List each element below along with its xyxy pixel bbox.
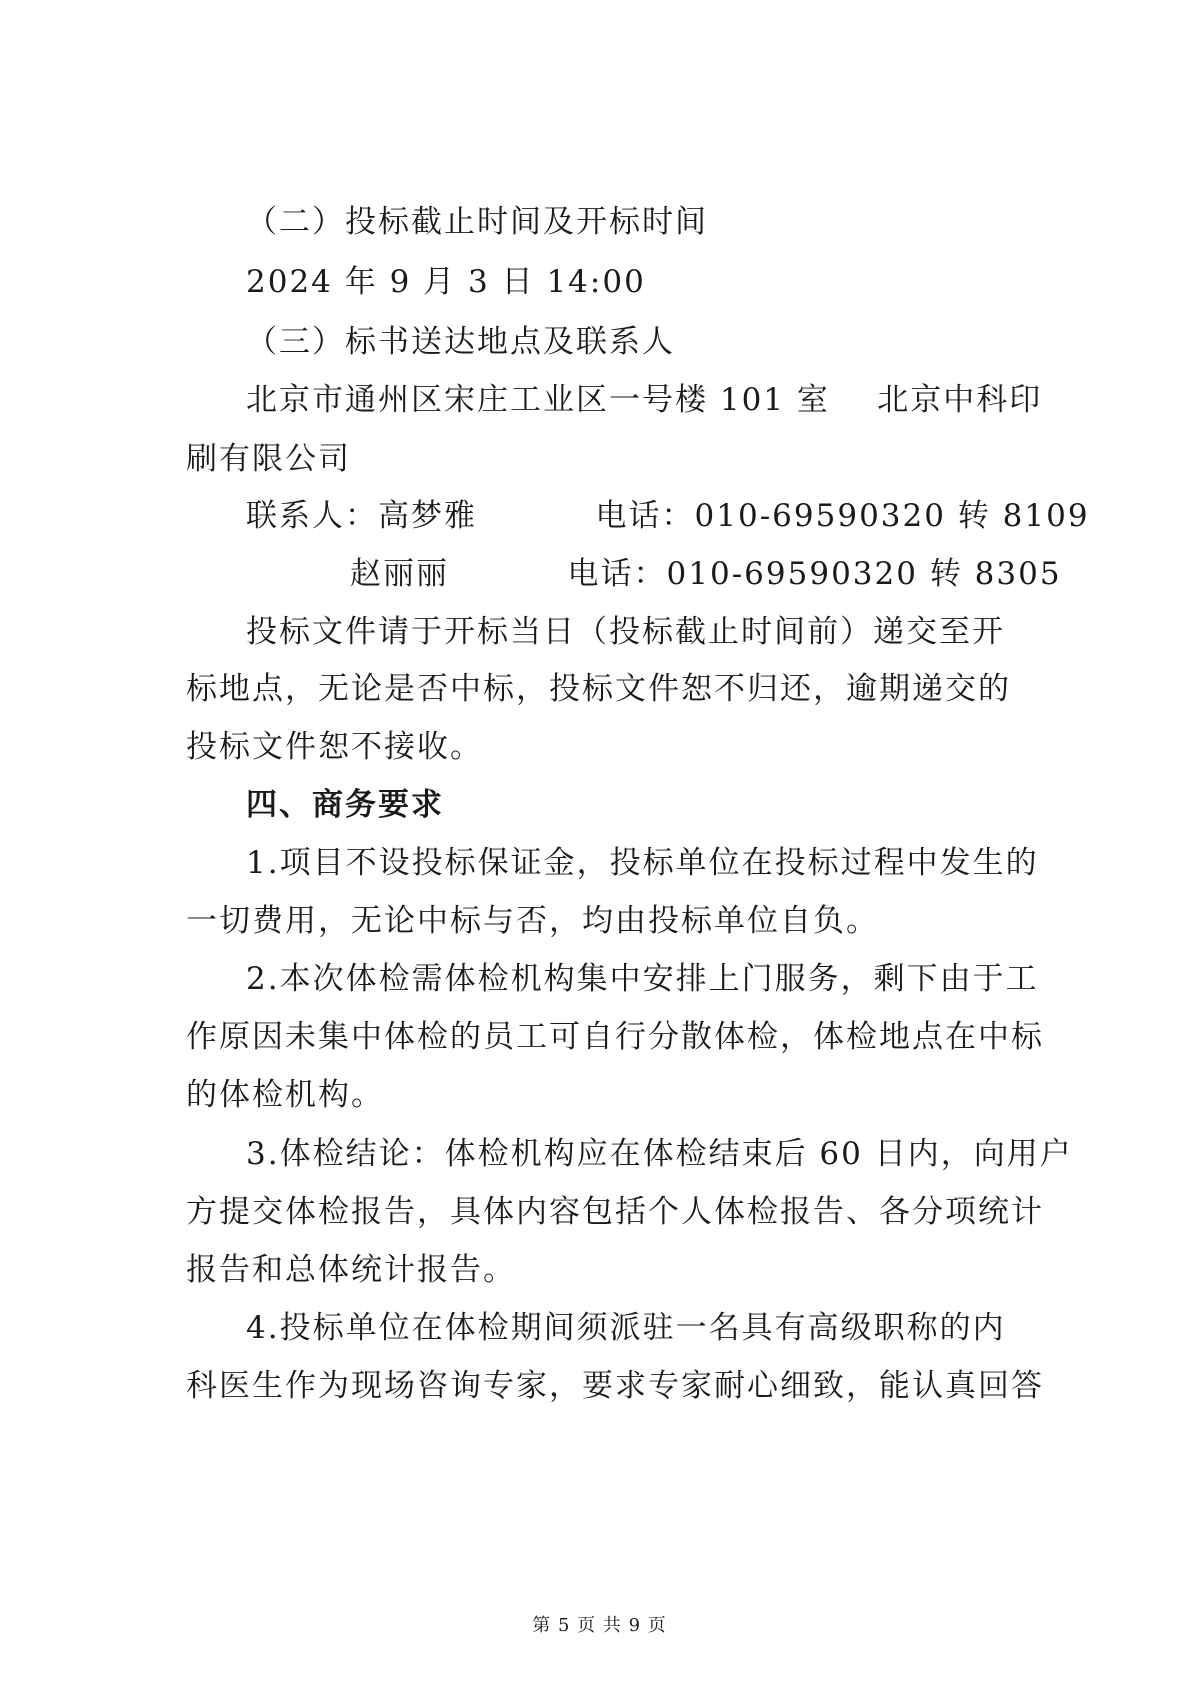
address-line-1: 北京市通州区宋庄工业区一号楼 101 室 北京中科印	[246, 382, 1043, 418]
section-2-date: 2024 年 9 月 3 日 14:00	[246, 264, 646, 300]
section-3-title: （三）标书送达地点及联系人	[246, 324, 675, 360]
page-number-footer: 第 5 页 共 9 页	[532, 1615, 667, 1636]
address-line-2: 刷有限公司	[186, 441, 351, 477]
item-4-line-1: 4.投标单位在体检期间须派驻一名具有高级职称的内	[246, 1310, 1006, 1346]
submission-line-2: 标地点，无论是否中标，投标文件恕不归还，逾期递交的	[186, 671, 1011, 707]
contact-line-2: 赵丽丽 电话：010-69590320 转 8305	[350, 556, 1062, 592]
item-3-line-2: 方提交体检报告，具体内容包括个人体检报告、各分项统计	[186, 1194, 1044, 1230]
submission-line-1: 投标文件请于开标当日（投标截止时间前）递交至开	[246, 614, 1005, 650]
item-2-line-1: 2.本次体检需体检机构集中安排上门服务，剩下由于工	[246, 961, 1039, 997]
item-2-line-3: 的体检机构。	[186, 1077, 384, 1113]
section-2-title: （二）投标截止时间及开标时间	[246, 204, 708, 240]
submission-line-3: 投标文件恕不接收。	[186, 729, 483, 765]
item-3-line-1: 3.体检结论：体检机构应在体检结束后 60 日内，向用户	[246, 1136, 1073, 1172]
item-3-line-3: 报告和总体统计报告。	[186, 1252, 516, 1288]
item-2-line-2: 作原因未集中体检的员工可自行分散体检，体检地点在中标	[186, 1019, 1044, 1055]
item-1-line-1: 1.项目不设投标保证金，投标单位在投标过程中发生的	[246, 845, 1039, 881]
contact-line-1: 联系人：高梦雅 电话：010-69590320 转 8109	[246, 498, 1090, 534]
item-1-line-2: 一切费用，无论中标与否，均由投标单位自负。	[186, 903, 879, 939]
item-4-line-2: 科医生作为现场咨询专家，要求专家耐心细致，能认真回答	[186, 1368, 1044, 1404]
section-4-title: 四、商务要求	[246, 787, 444, 823]
